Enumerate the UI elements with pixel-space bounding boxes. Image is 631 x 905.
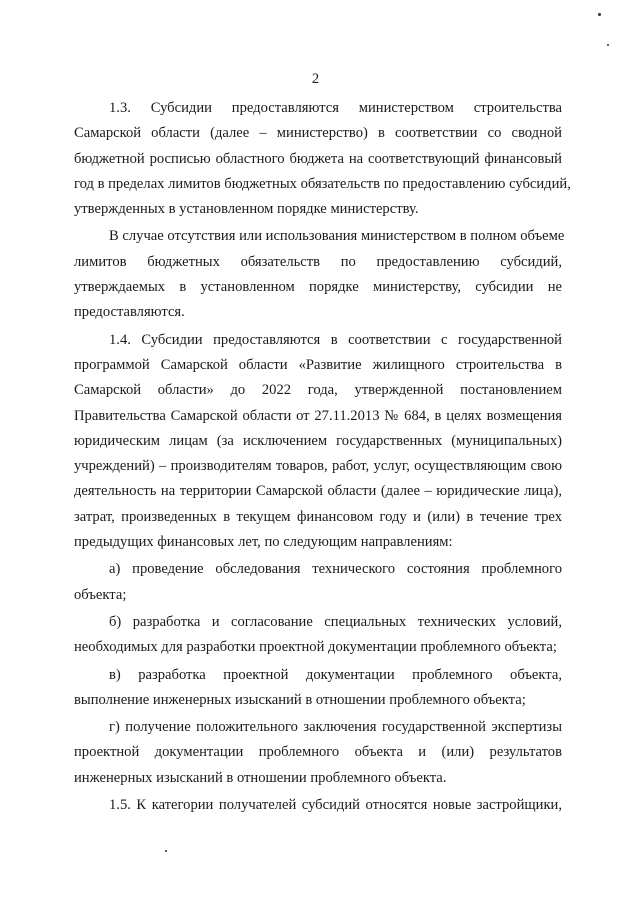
- scan-speck: [607, 44, 609, 46]
- text-line: предыдущих финансовых лет, по следующим направлениям:: [74, 534, 453, 551]
- paragraph-1-3: [74, 96, 571, 222]
- text-line: предоставляются.: [74, 304, 185, 321]
- text-line: Самарской области (далее – министерство) в соответствии со сводной: [74, 125, 562, 142]
- text-line: г) получение положительного заключения государственной экспертизы: [109, 719, 562, 736]
- text-line: юридическим лицам (за исключением государственных (муниципальных): [74, 432, 562, 449]
- text-line: инженерных изысканий в отношении проблемного объекта.: [74, 769, 447, 786]
- text-line: затрат, произведенных в текущем финансовом году и (или) в течение трех: [74, 508, 562, 525]
- text-line: проектной документации проблемного объекта и (или) результатов: [74, 744, 562, 761]
- paragraph-no-limits: [74, 224, 565, 325]
- scan-speck: [165, 850, 167, 852]
- text-line: в) разработка проектной документации проблемного объекта,: [109, 666, 562, 683]
- paragraph-item-v: [74, 663, 562, 714]
- text-line: утверждаемых в установленном порядке министерству, субсидии не: [74, 279, 562, 296]
- text-line: а) проведение обследования технического состояния проблемного: [109, 561, 562, 578]
- text-line: учреждений) – производителям товаров, работ, услуг, осуществляющим свою: [74, 458, 562, 475]
- text-line: б) разработка и согласование специальных технических условий,: [109, 613, 562, 630]
- document-body: [74, 96, 571, 820]
- text-line: 1.5. К категории получателей субсидий относятся новые застройщики,: [109, 797, 562, 814]
- text-line: 1.3. Субсидии предоставляются министерством строительства: [109, 100, 562, 116]
- text-line: Правительства Самарской области от 27.11.2013 № 684, в целях возмещения: [74, 407, 562, 424]
- paragraph-item-g: [74, 715, 562, 791]
- text-line: выполнение инженерных изысканий в отношении проблемного объекта;: [74, 691, 526, 708]
- text-line: объекта;: [74, 586, 127, 603]
- text-line: 1.4. Субсидии предоставляются в соответствии с государственной: [109, 331, 562, 348]
- text-line: программой Самарской области «Развитие жилищного строительства в: [74, 356, 562, 373]
- text-line: необходимых для разработки проектной документации проблемного объекта;: [74, 639, 557, 656]
- paragraph-1-5: [74, 793, 562, 818]
- text-line: Самарской области» до 2022 года, утвержденной постановлением: [74, 382, 562, 399]
- page-number: 2: [311, 71, 320, 87]
- paragraph-item-a: [74, 557, 562, 608]
- text-line: год в пределах лимитов бюджетных обязательств по предоставлению субсидий,: [74, 175, 571, 192]
- paragraph-item-b: [74, 610, 562, 661]
- scan-speck: [598, 13, 601, 16]
- text-line: В случае отсутствия или использования министерством в полном объеме: [109, 228, 565, 245]
- text-line: утвержденных в установленном порядке министерству.: [74, 201, 419, 218]
- text-line: лимитов бюджетных обязательств по предоставлению субсидий,: [74, 253, 562, 270]
- text-line: бюджетной росписью областного бюджета на соответствующий финансовый: [74, 150, 562, 167]
- paragraph-1-4: [74, 328, 562, 556]
- text-line: деятельность на территории Самарской области (далее – юридические лица),: [74, 483, 562, 500]
